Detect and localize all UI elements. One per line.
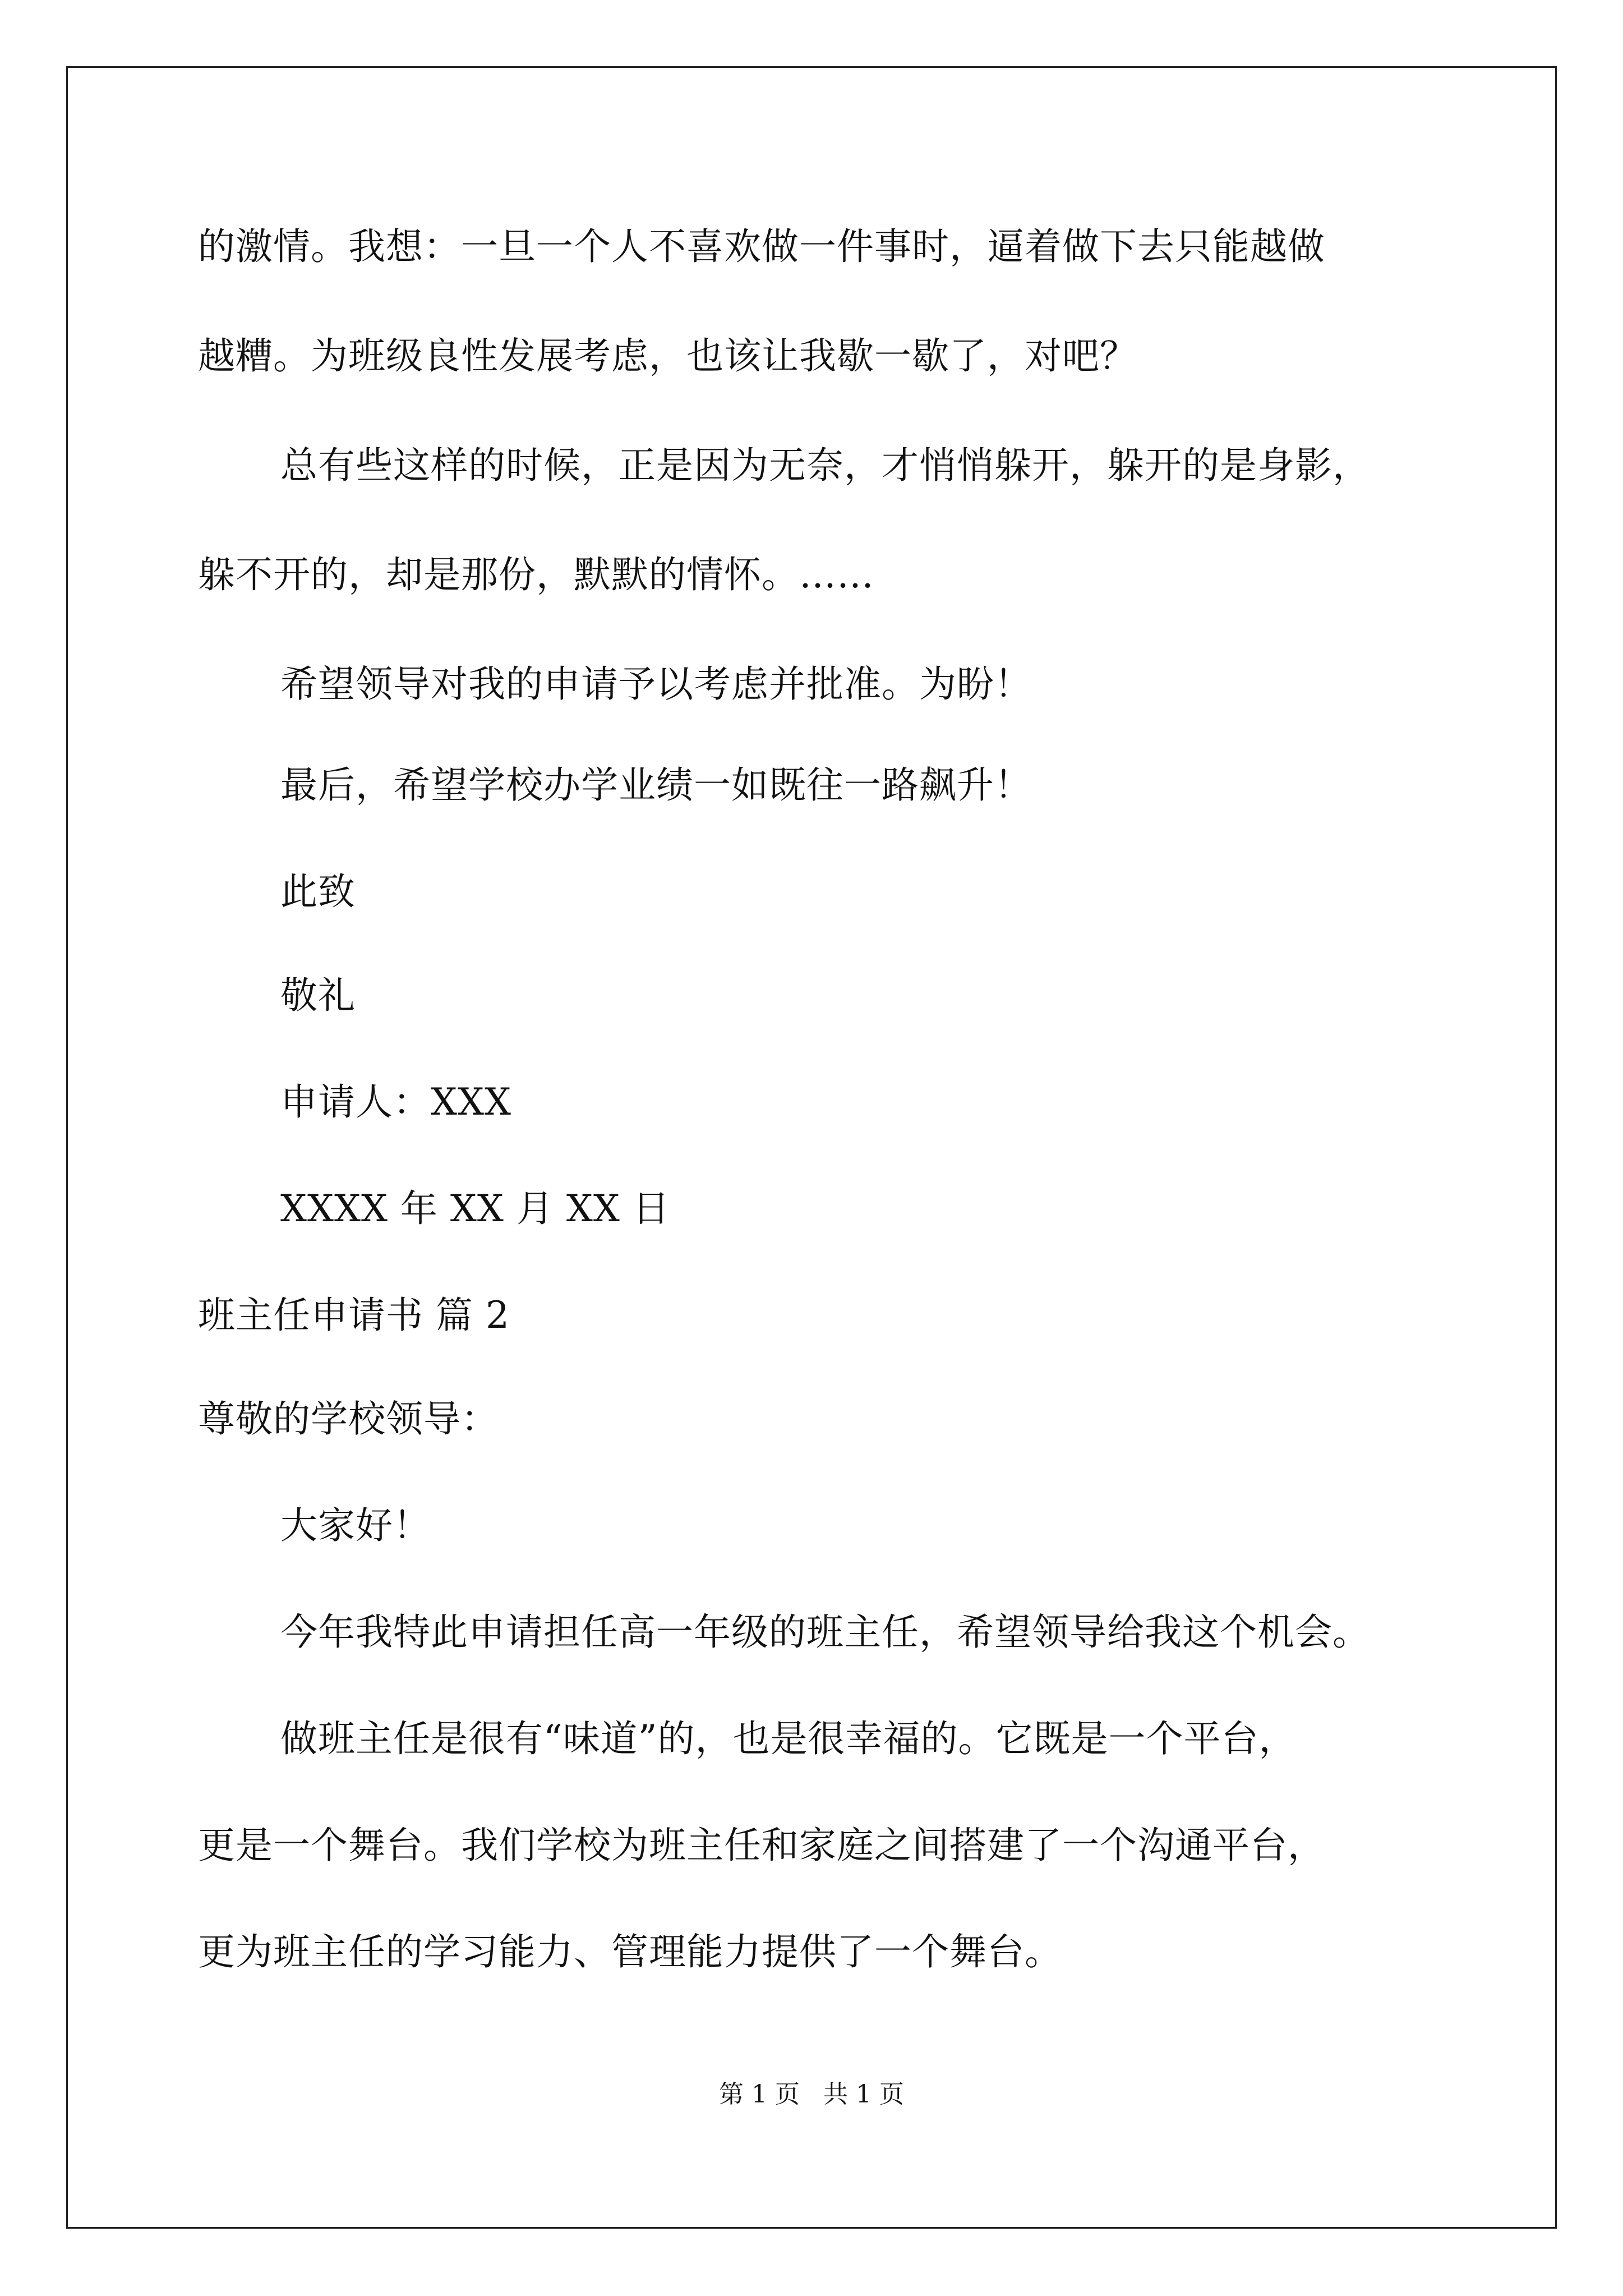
- salutation-line: 此致: [280, 870, 356, 913]
- section-heading: 班主任申请书 篇 2: [198, 1294, 510, 1337]
- page-border: [66, 66, 1557, 2229]
- text-line: 最后，希望学校办学业绩一如既往一路飙升！: [280, 763, 1032, 807]
- text-line: 希望领导对我的申请予以考虑并批准。为盼！: [280, 662, 1032, 706]
- text-line: 今年我特此申请担任高一年级的班主任，希望领导给我这个机会。: [280, 1611, 1370, 1654]
- text-line: 更是一个舞台。我们学校为班主任和家庭之间搭建了一个沟通平台，: [198, 1824, 1325, 1867]
- page-number-footer: 第 1 页 共 1 页: [719, 2080, 904, 2109]
- salutation-line: 敬礼: [280, 974, 356, 1017]
- applicant-line: 申请人：XXX: [280, 1080, 511, 1124]
- greeting-line: 尊敬的学校领导：: [198, 1397, 499, 1441]
- text-line: 做班主任是很有“味道”的，也是很幸福的。它既是一个平台，: [280, 1717, 1297, 1760]
- text-line: 更为班主任的学习能力、管理能力提供了一个舞台。: [198, 1930, 1062, 1973]
- text-line: 越糟。为班级良性发展考虑，也该让我歇一歇了，对吧？: [198, 334, 1137, 378]
- text-line: 总有些这样的时候，正是因为无奈，才悄悄躲开，躲开的是身影，: [280, 444, 1370, 487]
- date-line: XXXX 年 XX 月 XX 日: [280, 1187, 670, 1230]
- text-line: 躲不开的，却是那份，默默的情怀。……: [198, 553, 874, 596]
- text-line: 的激情。我想：一旦一个人不喜欢做一件事时，逼着做下去只能越做: [198, 225, 1325, 268]
- text-line: 大家好！: [280, 1504, 431, 1547]
